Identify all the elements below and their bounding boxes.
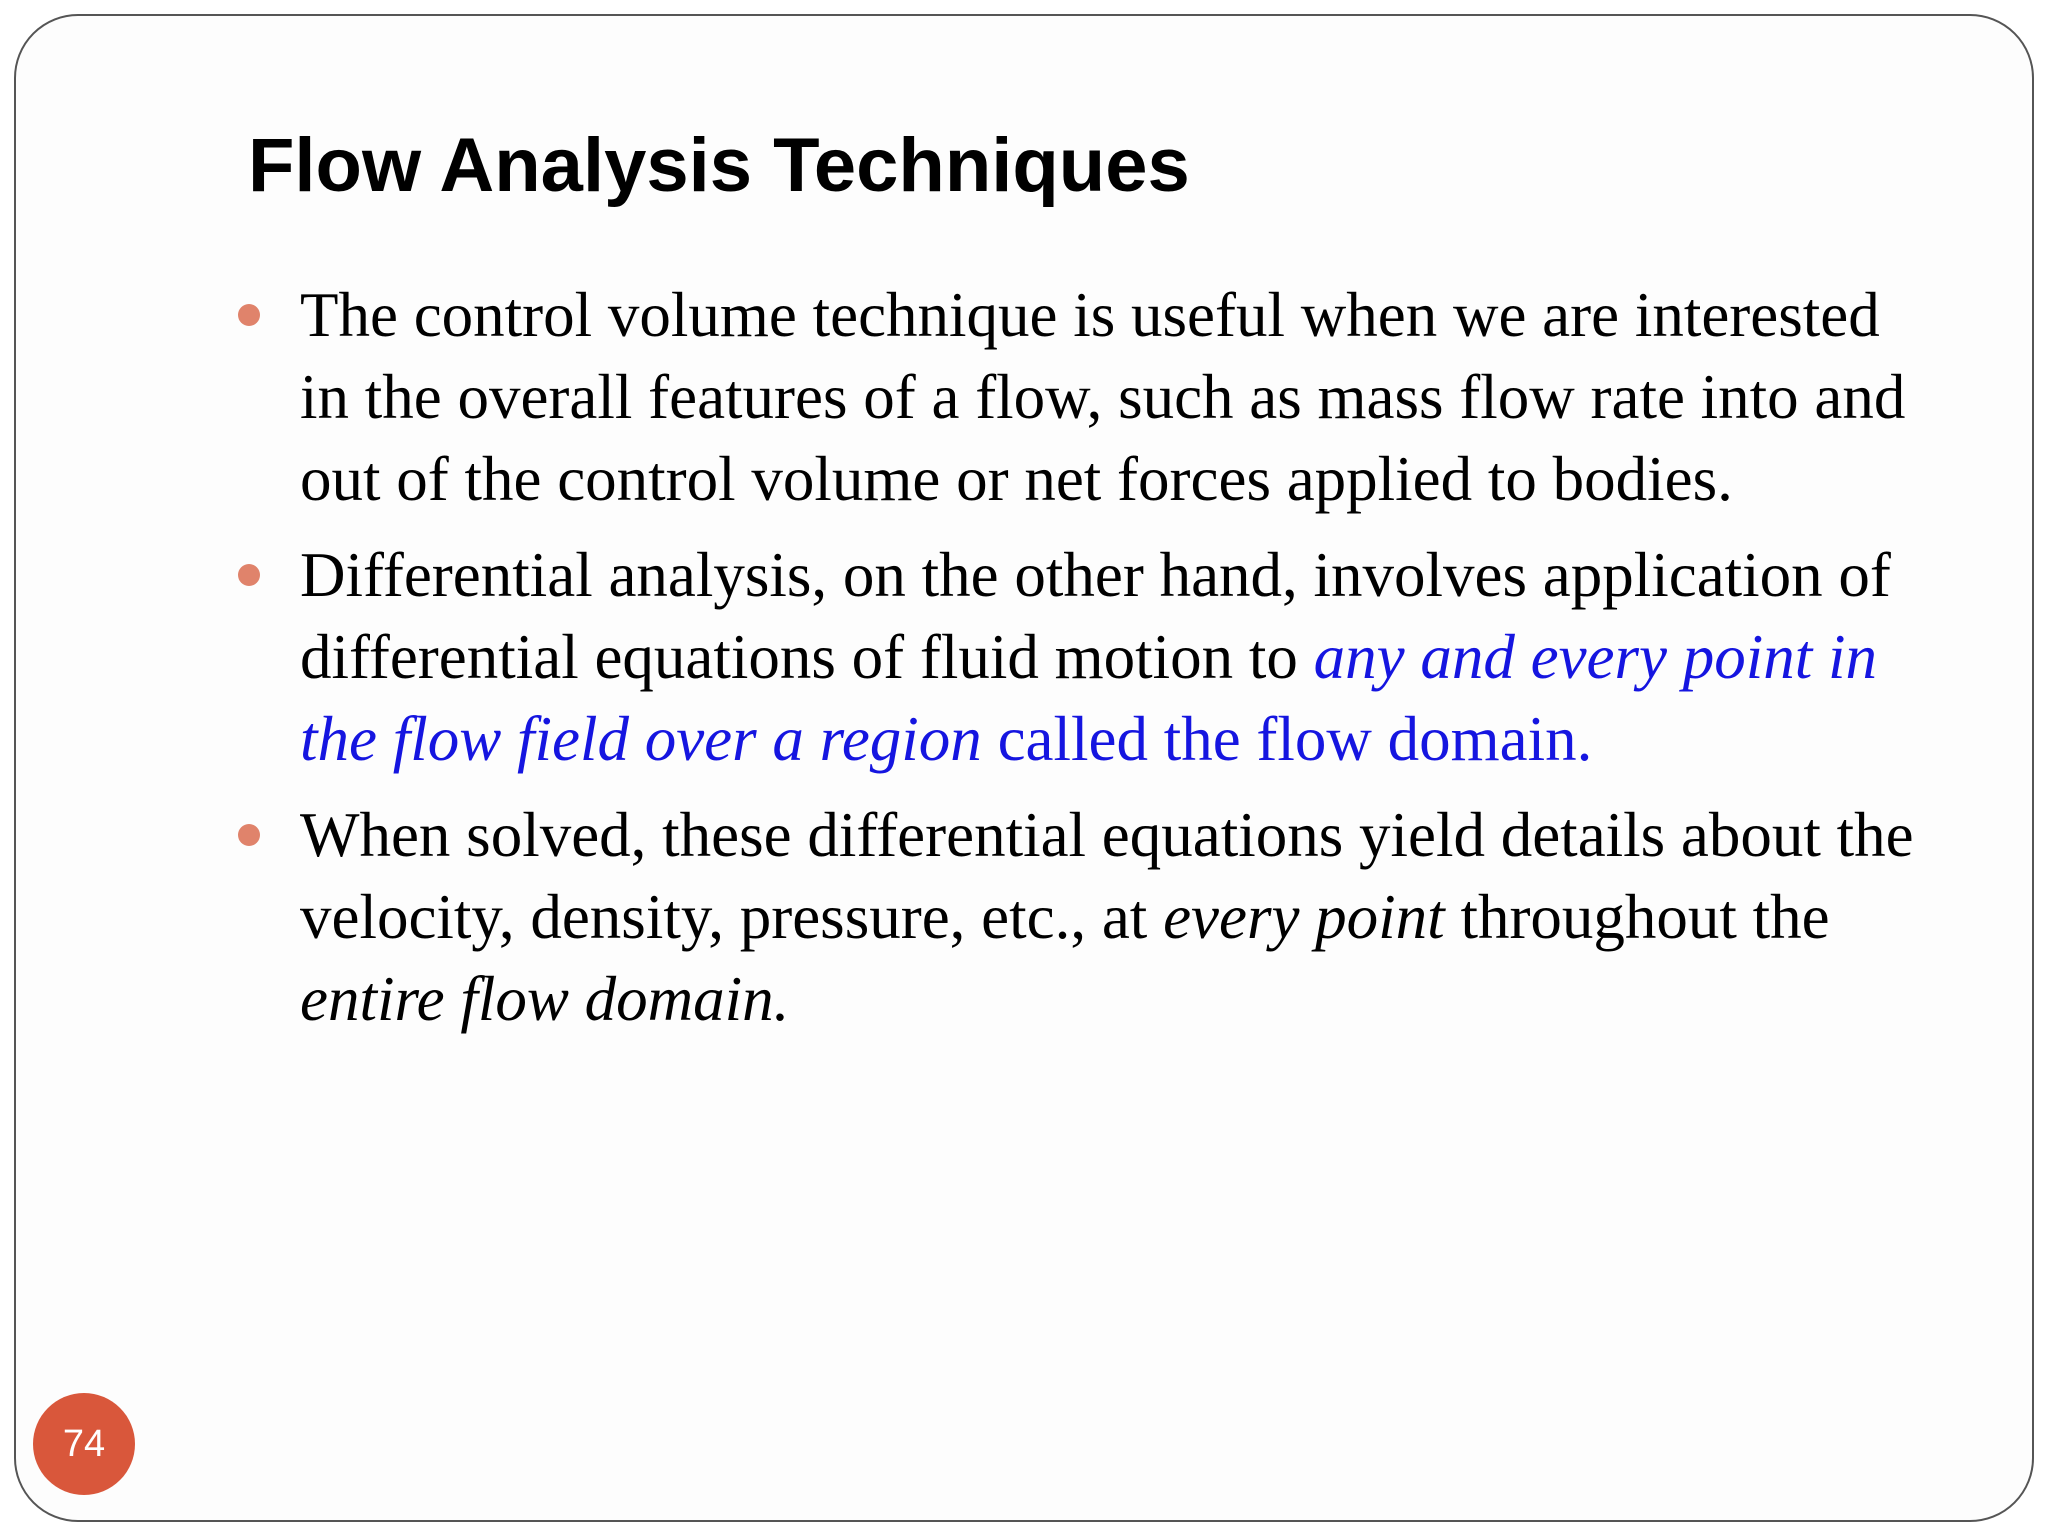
italic-text: every point (1163, 882, 1445, 952)
highlighted-text: called the flow domain. (981, 704, 1593, 774)
bullet-dot-icon (238, 304, 260, 326)
slide-frame (14, 14, 2034, 1522)
slide-title: Flow Analysis Techniques (248, 123, 1190, 208)
bullet-dot-icon (238, 564, 260, 586)
bullet-text: When solved, these differential equations yield details about the velocity, density, pressure, etc., at (300, 800, 1914, 952)
highlighted-italic-text: any and every point in the flow field over a region (300, 622, 1877, 774)
bullet-item-solved-equations (300, 794, 1920, 1040)
italic-text: entire flow domain. (300, 964, 790, 1034)
bullet-item-control-volume (300, 274, 1920, 520)
page-number-badge: 74 (33, 1393, 135, 1495)
bullet-item-differential-analysis (300, 534, 1920, 780)
bullet-text: Differential analysis, on the other hand, involves application of differential equations of fluid motion to (300, 540, 1891, 692)
bullet-text: The control volume technique is useful when we are interested in the overall features of a flow, such as mass flow rate into and out of the control volume or net forces applied to bodies. (300, 280, 1906, 514)
bullet-list (300, 274, 1920, 1054)
bullet-dot-icon (238, 824, 260, 846)
bullet-text-continued: throughout the (1444, 882, 1830, 952)
